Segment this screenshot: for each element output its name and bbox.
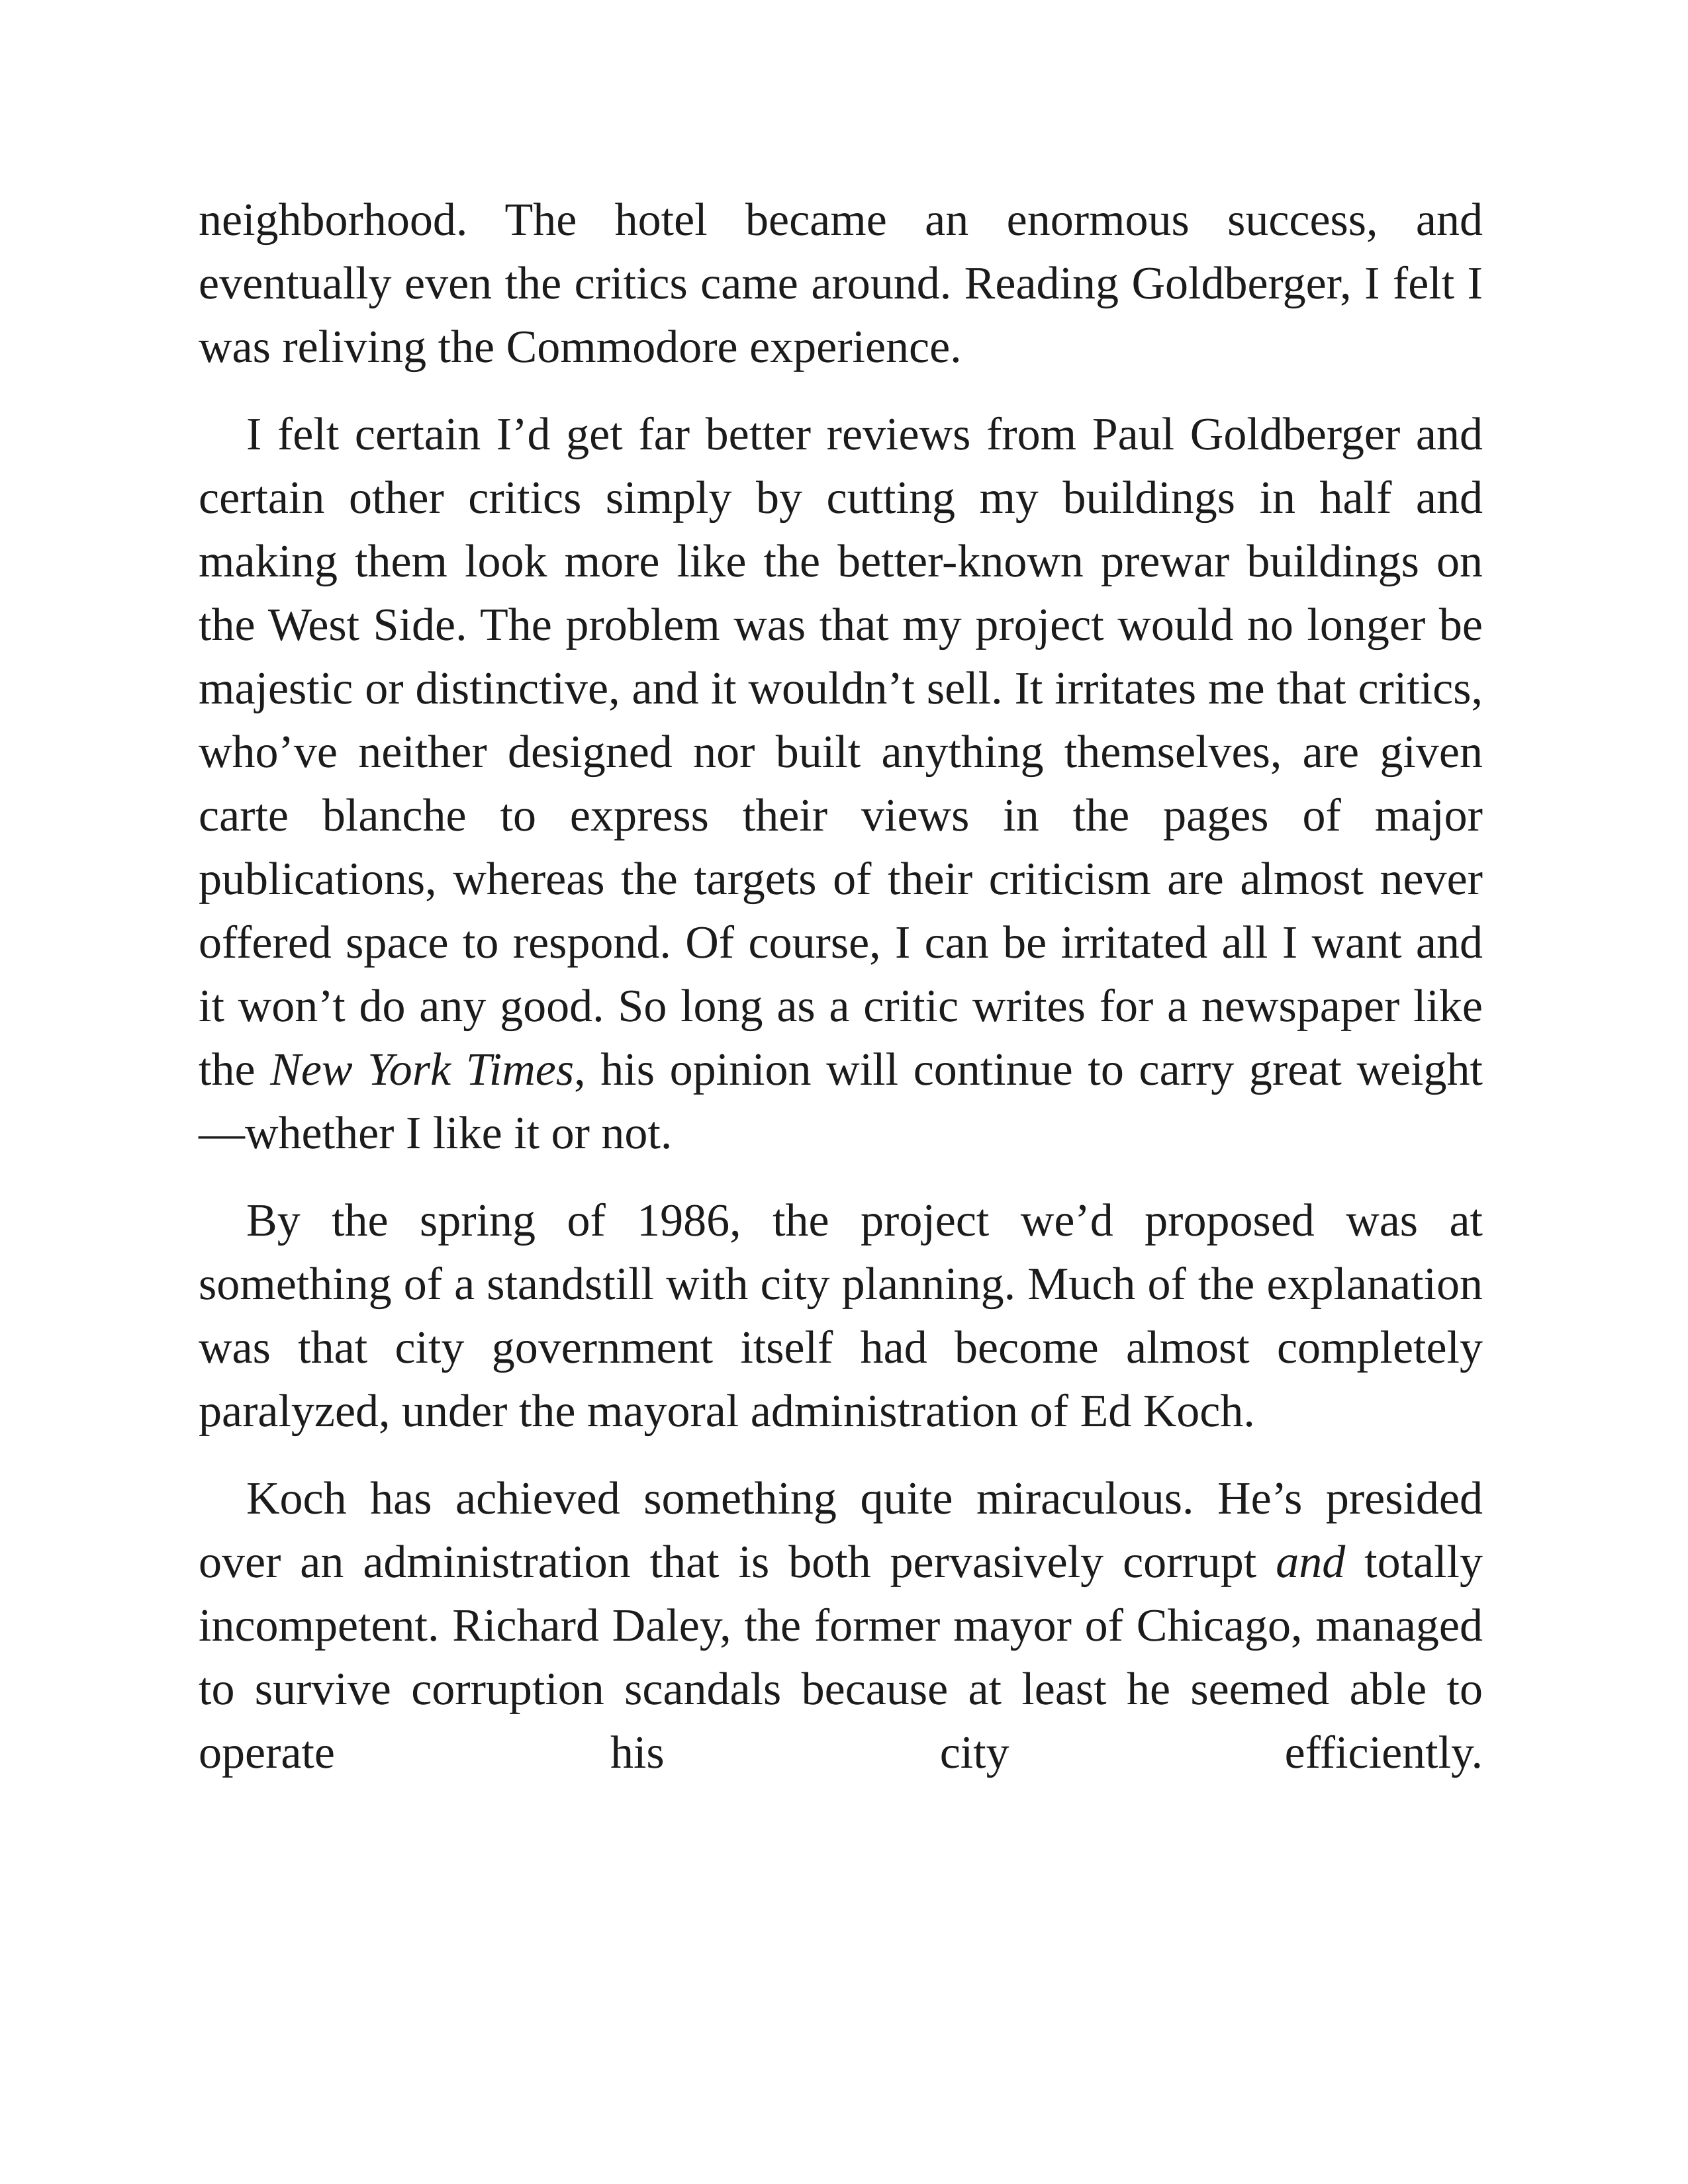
- paragraph-text: I felt certain I’d get far better reviews from Paul Goldberger and certain other critics simply by cutting my buildings in half and making them look more like the better-known prewar buildings on the West Side. The problem was that my project would no longer be majestic or distinctive, and it wouldn’t sell. It irritates me that critics, who’ve neither designed nor built anything themselves, are given carte blanche to express their views in the pages of major publications, whereas the targets of their criticism are almost never offered space to respond. Of course, I can be irritated all I want and it won’t do any good. So long as a critic writes for a newspaper like the: [199, 409, 1483, 1095]
- paragraph-koch: [199, 1467, 1483, 1785]
- paragraph-text: Koch has achieved something quite miraculous. He’s presided over an administration that is both pervasively corrupt: [199, 1473, 1483, 1588]
- paragraph-text: neighborhood. The hotel became an enormous success, and eventually even the critics came around. Reading Goldberger, I felt I was reliving the Commodore experience.: [199, 195, 1483, 373]
- paragraph-text-continued: , his opinion will continue to carry great weight—whether I like it or not.: [199, 1044, 1483, 1159]
- paragraph-text: By the spring of 1986, the project we’d proposed was at something of a standstill with city planning. Much of the explanation was that city government itself had become almost completely paralyzed, under the mayoral administration of Ed Koch.: [199, 1195, 1483, 1437]
- paragraph-city-planning: [199, 1189, 1483, 1443]
- italic-emphasis: and: [1276, 1537, 1346, 1588]
- paragraph-critics: [199, 403, 1483, 1165]
- italic-publication-name: New York Times: [270, 1044, 575, 1095]
- paragraph-continuation: [199, 189, 1483, 379]
- book-page-body: [199, 189, 1483, 1785]
- paragraph-text-continued: totally incompetent. Richard Daley, the former mayor of Chicago, managed to survive corruption scandals because at least he seemed able to operate his city efficiently.: [199, 1537, 1483, 1778]
